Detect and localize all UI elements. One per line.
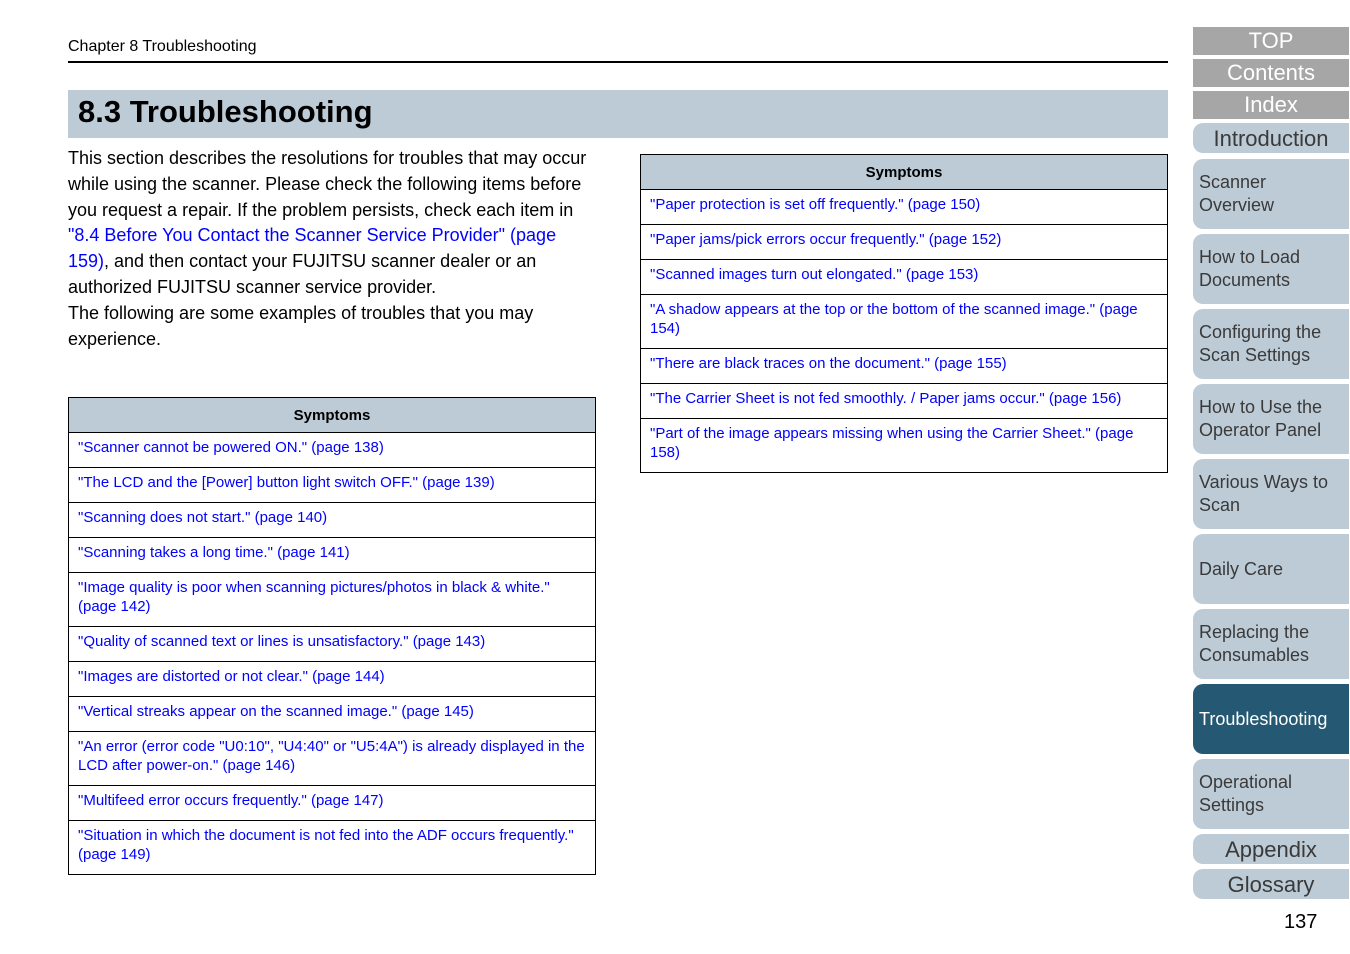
nav-tab-label: How to Use the Operator Panel: [1199, 397, 1323, 440]
table-row: [641, 295, 1168, 349]
table-row: [69, 468, 596, 503]
symptom-link[interactable]: "There are black traces on the document." (page 155): [641, 349, 1168, 384]
symptom-link[interactable]: "Scanned images turn out elongated." (page 153): [641, 260, 1168, 295]
symptom-link[interactable]: "The LCD and the [Power] button light switch OFF." (page 139): [69, 468, 596, 503]
symptoms-table-left: [68, 397, 596, 875]
nav-tab-label: Daily Care: [1199, 558, 1284, 579]
symptom-link[interactable]: "Multifeed error occurs frequently." (page 147): [69, 786, 596, 821]
symptom-link[interactable]: "An error (error code "U0:10", "U4:40" or "U5:4A") is already displayed in the LCD after power-on." (page 146): [69, 732, 596, 786]
nav-tab-label: Scanner Overview: [1199, 172, 1275, 215]
nav-tab-replacing[interactable]: [1193, 609, 1349, 679]
symptom-link[interactable]: "Paper protection is set off frequently." (page 150): [641, 190, 1168, 225]
intro-paragraph: [68, 146, 598, 352]
table-row: [69, 732, 596, 786]
symptom-link[interactable]: "Part of the image appears missing when using the Carrier Sheet." (page 158): [641, 419, 1168, 473]
nav-tab-troubleshooting[interactable]: [1193, 684, 1349, 754]
symptom-link[interactable]: "The Carrier Sheet is not fed smoothly. / Paper jams occur." (page 156): [641, 384, 1168, 419]
table-row: [69, 433, 596, 468]
nav-tab-operational[interactable]: [1193, 759, 1349, 829]
nav-tab-configuring[interactable]: [1193, 309, 1349, 379]
table-row: [69, 821, 596, 875]
chapter-header: Chapter 8 Troubleshooting: [68, 38, 257, 55]
nav-tab-label: Introduction: [1213, 125, 1329, 151]
symptom-link[interactable]: "Paper jams/pick errors occur frequently." (page 152): [641, 225, 1168, 260]
section-title-bar: [68, 90, 1168, 138]
table-row: [69, 573, 596, 627]
nav-tab-operator-panel[interactable]: [1193, 384, 1349, 454]
symptoms-header: Symptoms: [69, 398, 596, 433]
top-button[interactable]: TOP: [1193, 27, 1349, 55]
nav-tab-scanner-overview[interactable]: [1193, 159, 1349, 229]
nav-tab-glossary[interactable]: [1193, 869, 1349, 899]
intro-text-continued: , and then contact your FUJITSU scanner dealer or an authorized FUJITSU scanner service provider.: [68, 251, 537, 297]
contact-provider-link[interactable]: "8.4 Before You Contact the Scanner Service Provider" (page 159): [68, 225, 557, 272]
symptom-link[interactable]: "Scanning takes a long time." (page 141): [69, 538, 596, 573]
nav-tab-appendix[interactable]: [1193, 834, 1349, 864]
symptom-link[interactable]: "Scanning does not start." (page 140): [69, 503, 596, 538]
table-row: [69, 786, 596, 821]
symptom-link[interactable]: "Image quality is poor when scanning pictures/photos in black & white." (page 142): [69, 573, 596, 627]
index-button[interactable]: Index: [1193, 91, 1349, 119]
nav-tab-label: Operational Settings: [1199, 772, 1293, 815]
nav-tab-label: How to Load Documents: [1199, 247, 1301, 290]
nav-tab-label: Various Ways to Scan: [1199, 472, 1329, 515]
nav-tab-label: Configuring the Scan Settings: [1199, 322, 1322, 365]
symptom-link[interactable]: "Scanner cannot be powered ON." (page 138): [69, 433, 596, 468]
symptom-link[interactable]: "Quality of scanned text or lines is unsatisfactory." (page 143): [69, 627, 596, 662]
contents-button[interactable]: Contents: [1193, 59, 1349, 87]
nav-tab-label: Troubleshooting: [1199, 708, 1328, 729]
table-row: [641, 384, 1168, 419]
nav-tab-label: Replacing the Consumables: [1199, 622, 1310, 665]
symptom-link[interactable]: "Situation in which the document is not fed into the ADF occurs frequently." (page 149): [69, 821, 596, 875]
table-row: [641, 225, 1168, 260]
symptom-link[interactable]: "A shadow appears at the top or the bottom of the scanned image." (page 154): [641, 295, 1168, 349]
table-row: [69, 662, 596, 697]
table-row: [69, 503, 596, 538]
header-divider: [68, 61, 1168, 63]
table-row: [69, 697, 596, 732]
page-number: 137: [1284, 911, 1318, 933]
examples-text: The following are some examples of troubles that you may experience.: [68, 302, 534, 349]
table-row: [69, 538, 596, 573]
table-row: [641, 349, 1168, 384]
nav-tab-introduction[interactable]: [1193, 123, 1349, 153]
page-title: 8.3 Troubleshooting: [78, 94, 373, 129]
intro-text: This section describes the resolutions for troubles that may occur while using the scanner. Please check the following items before you request a repair. If the problem persists, check each item in: [68, 148, 587, 220]
table-row: [641, 190, 1168, 225]
nav-tab-label: Glossary: [1227, 871, 1315, 897]
symptom-link[interactable]: "Vertical streaks appear on the scanned image." (page 145): [69, 697, 596, 732]
nav-tab-various-ways[interactable]: [1193, 459, 1349, 529]
symptoms-header: Symptoms: [641, 155, 1168, 190]
table-row: [69, 627, 596, 662]
symptoms-table-right: [640, 154, 1168, 473]
nav-tab-daily-care[interactable]: [1193, 534, 1349, 604]
nav-tab-how-to-load[interactable]: [1193, 234, 1349, 304]
symptom-link[interactable]: "Images are distorted or not clear." (page 144): [69, 662, 596, 697]
nav-tab-label: Appendix: [1225, 836, 1317, 862]
table-row: [641, 260, 1168, 295]
table-row: [641, 419, 1168, 473]
